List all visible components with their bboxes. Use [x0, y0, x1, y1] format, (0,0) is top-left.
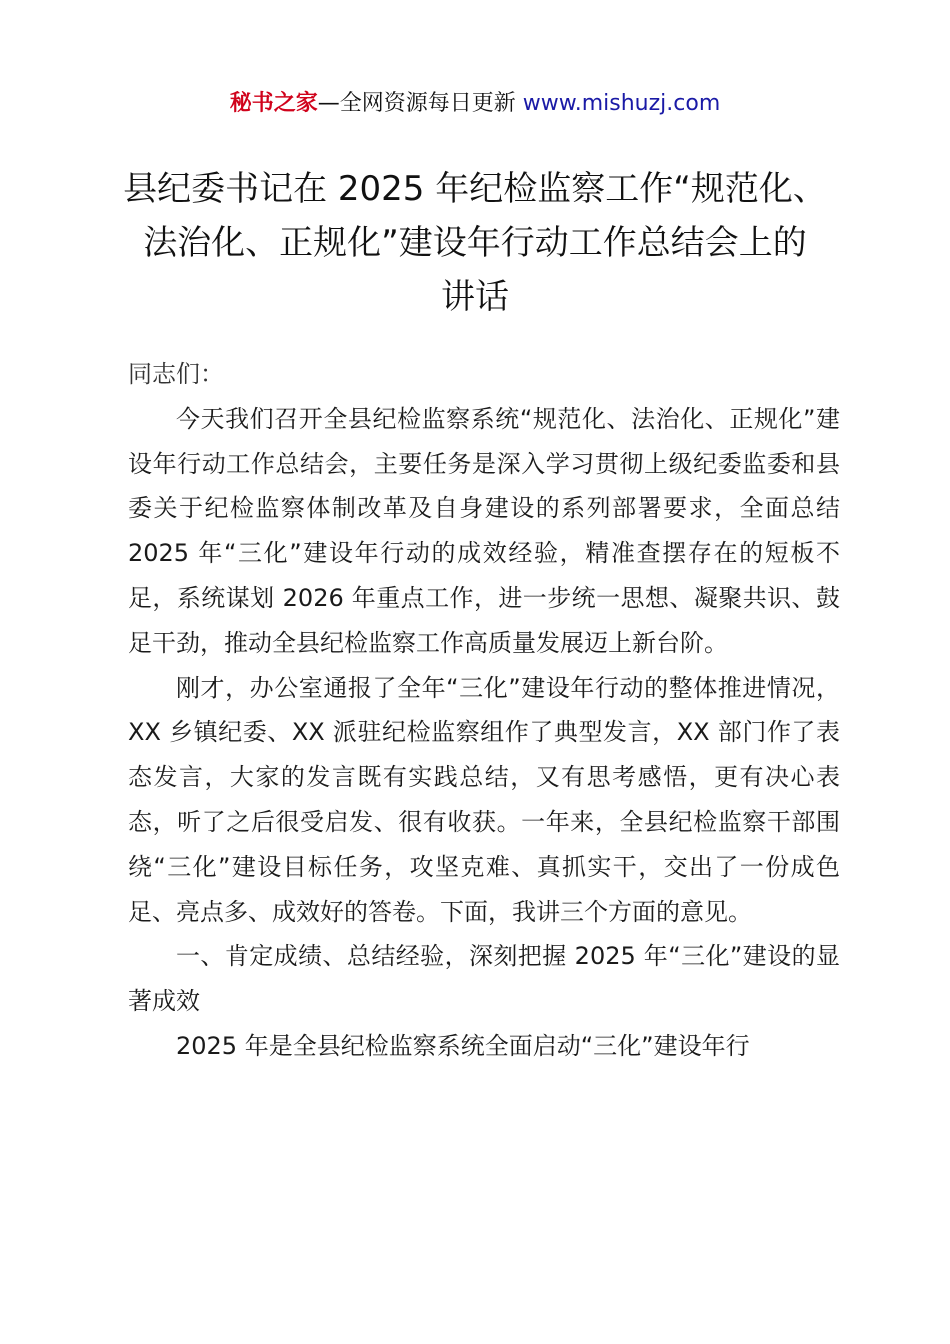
site-url: www.mishuzj.com [522, 91, 721, 116]
title-line-3: 讲话 [441, 277, 509, 317]
title-line-2: 法治化、正规化”建设年行动工作总结会上的 [143, 223, 807, 263]
document-title [100, 162, 850, 324]
paragraph-3: 2025 年是全县纪检监察系统全面启动“三化”建设年行 [176, 1031, 750, 1060]
site-brand: 秘书之家 [229, 91, 318, 116]
title-line-1: 县纪委书记在 2025 年纪检监察工作“规范化、 [123, 169, 827, 209]
site-tagline: —全网资源每日更新 [317, 91, 523, 116]
paragraph-2: 刚才，办公室通报了全年“三化”建设年行动的整体推进情况，XX 乡镇纪委、XX 派驻纪检监察组作了典型发言，XX 部门作了表态发言，大家的发言既有实践总结，又有思考感悟，更有决心表态，听了之后很受启发、很有收获。一年来，全县纪检监察干部围绕“三化”建设目标任务，攻坚克难、真抓实干，交出了一份成色足、亮点多、成效好的答卷。下面，我讲三个方面的意见。 [128, 673, 840, 926]
paragraph-1: 今天我们召开全县纪检监察系统“规范化、法治化、正规化”建设年行动工作总结会，主要任务是深入学习贯彻上级纪委监委和县委关于纪检监察体制改革及自身建设的系列部署要求，全面总结 2025 年“三化”建设年行动的成效经验，精准查摆存在的短板不足，系统谋划 2026 年重点工作，进一步统一思想、凝聚共识、鼓足干劲，推动全县纪检监察工作高质量发展迈上新台阶。 [128, 404, 840, 657]
salutation: 同志们： [128, 360, 224, 388]
document-body [128, 352, 840, 1069]
section-heading-1: 一、肯定成绩、总结经验，深刻把握 2025 年“三化”建设的显著成效 [128, 942, 840, 1016]
site-header [0, 88, 950, 120]
